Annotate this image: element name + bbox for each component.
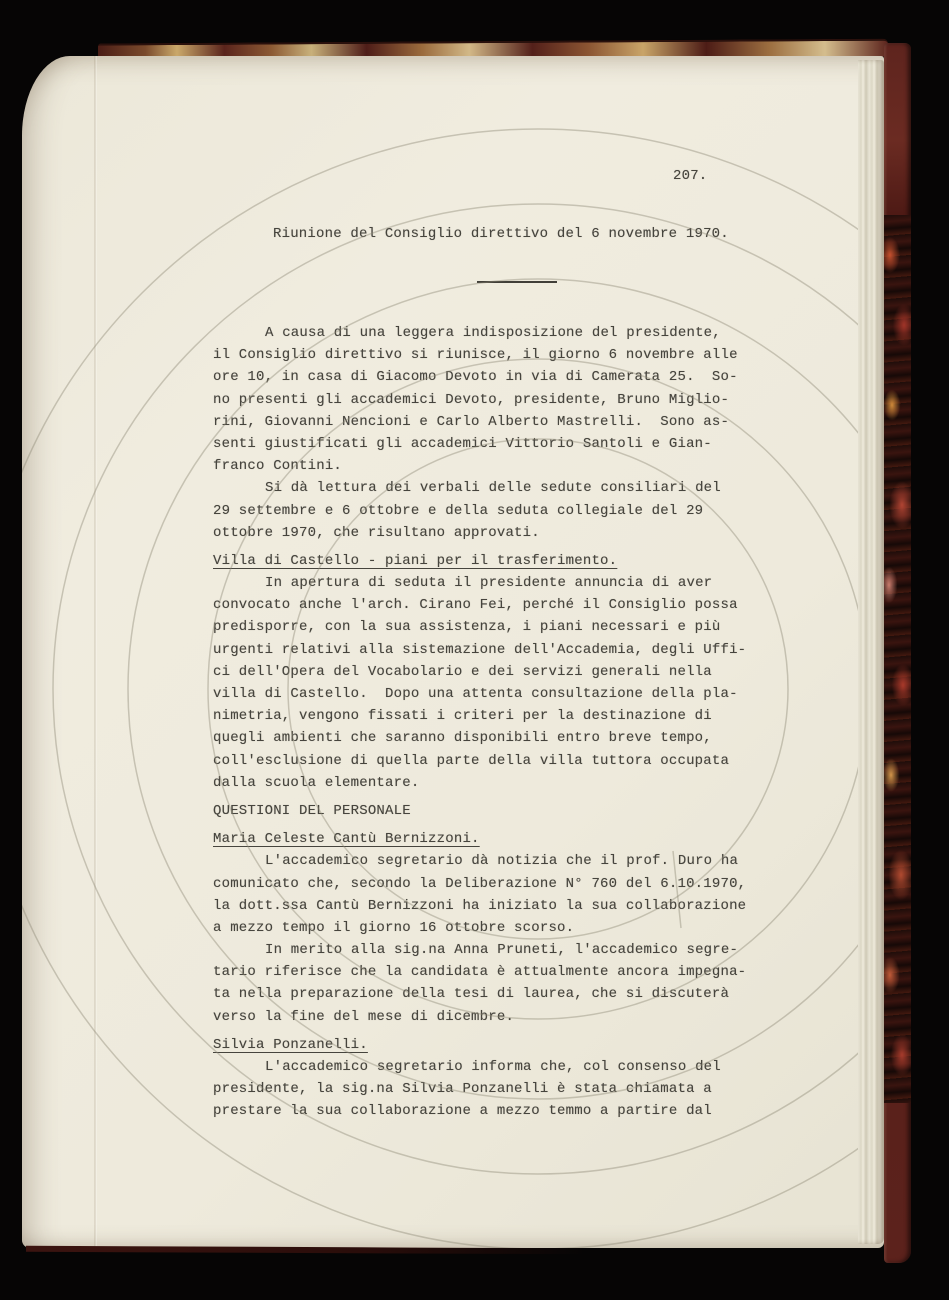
text-line: predisporre, con la sua assistenza, i piani necessari e più — [213, 619, 721, 636]
text-line: a mezzo tempo il giorno 16 ottobre scorso. — [213, 919, 575, 936]
text-line: dalla scuola elementare. — [213, 774, 420, 791]
text-line: In merito alla sig.na Anna Pruneti, l'accademico segre- — [265, 942, 739, 959]
text-line: Si dà lettura dei verbali delle sedute consiliari del — [265, 480, 721, 497]
page-title: Riunione del Consiglio direttivo del 6 novembre 1970. — [273, 226, 729, 242]
text-line: tario riferisce che la candidata è attualmente ancora impegna- — [213, 964, 747, 981]
text-line: convocato anche l'arch. Cirano Fei, perché il Consiglio possa — [213, 597, 738, 614]
text-line: ottobre 1970, che risultano approvati. — [213, 524, 540, 541]
text-line: ore 10, in casa di Giacomo Devoto in via di Camerata 25. So- — [213, 369, 738, 386]
text-line: senti giustificati gli accademici Vittorio Santoli e Gian- — [213, 435, 712, 452]
text-line: coll'esclusione di quella parte della villa tuttora occupata — [213, 752, 730, 769]
marbled-endpaper-edge — [884, 215, 911, 1103]
text-line: A causa di una leggera indisposizione del presidente, — [265, 325, 721, 341]
text-line: urgenti relativi alla sistemazione dell'Accademia, degli Uffi- — [213, 641, 747, 658]
text-line: presidente, la sig.na Silvia Ponzanelli è stata chiamata a — [213, 1081, 712, 1098]
text-line: la dott.ssa Cantù Bernizzoni ha iniziato la sua collaborazione — [213, 897, 747, 914]
text-line: 29 settembre e 6 ottobre e della seduta collegiale del 29 — [213, 502, 704, 519]
text-line: L'accademico segretario informa che, col consenso del — [265, 1059, 721, 1075]
text-line: nimetria, vengono fissati i criteri per la destinazione di — [213, 708, 712, 725]
section-heading: Maria Celeste Cantù Bernizzoni. — [213, 831, 480, 848]
document-body — [213, 322, 758, 1123]
page-gutter-crease — [94, 56, 97, 1248]
page-edges-stack — [858, 60, 884, 1244]
book-cover-right-edge — [884, 43, 911, 1263]
text-line: ci dell'Opera del Vocabolario e dei servizi generali nella — [213, 663, 712, 680]
text-line: In apertura di seduta il presidente annuncia di aver — [265, 575, 713, 592]
text-line: villa di Castello. Dopo una attenta consultazione della pla- — [213, 686, 738, 702]
text-line: no presenti gli accademici Devoto, presidente, Bruno Miglio- — [213, 391, 730, 408]
document-page — [22, 56, 884, 1248]
text-line: rini, Giovanni Nencioni e Carlo Alberto Mastrelli. Sono as- — [213, 413, 730, 430]
section-heading: Silvia Ponzanelli. — [213, 1036, 368, 1053]
section-heading: QUESTIONI DEL PERSONALE — [213, 802, 411, 819]
text-line: quegli ambienti che saranno disponibili entro breve tempo, — [213, 730, 712, 747]
book-bottom-edge — [26, 1246, 586, 1254]
page-number: 207. — [673, 168, 708, 184]
text-line: comunicato che, secondo la Deliberazione N° 760 del 6.10.1970, — [213, 875, 747, 892]
section-heading: Villa di Castello - piani per il trasferimento. — [213, 552, 618, 569]
title-divider — [477, 281, 557, 283]
text-line: franco Contini. — [213, 458, 343, 475]
text-line: verso la fine del mese di dicembre. — [213, 1008, 515, 1025]
text-line: prestare la sua collaborazione a mezzo temmo a partire dal — [213, 1103, 712, 1120]
text-line: L'accademico segretario dà notizia che il prof. Duro ha — [265, 853, 739, 870]
text-line: ta nella preparazione della tesi di laurea, che si discuterà — [213, 986, 730, 1003]
text-line: il Consiglio direttivo si riunisce, il giorno 6 novembre alle — [213, 347, 738, 364]
